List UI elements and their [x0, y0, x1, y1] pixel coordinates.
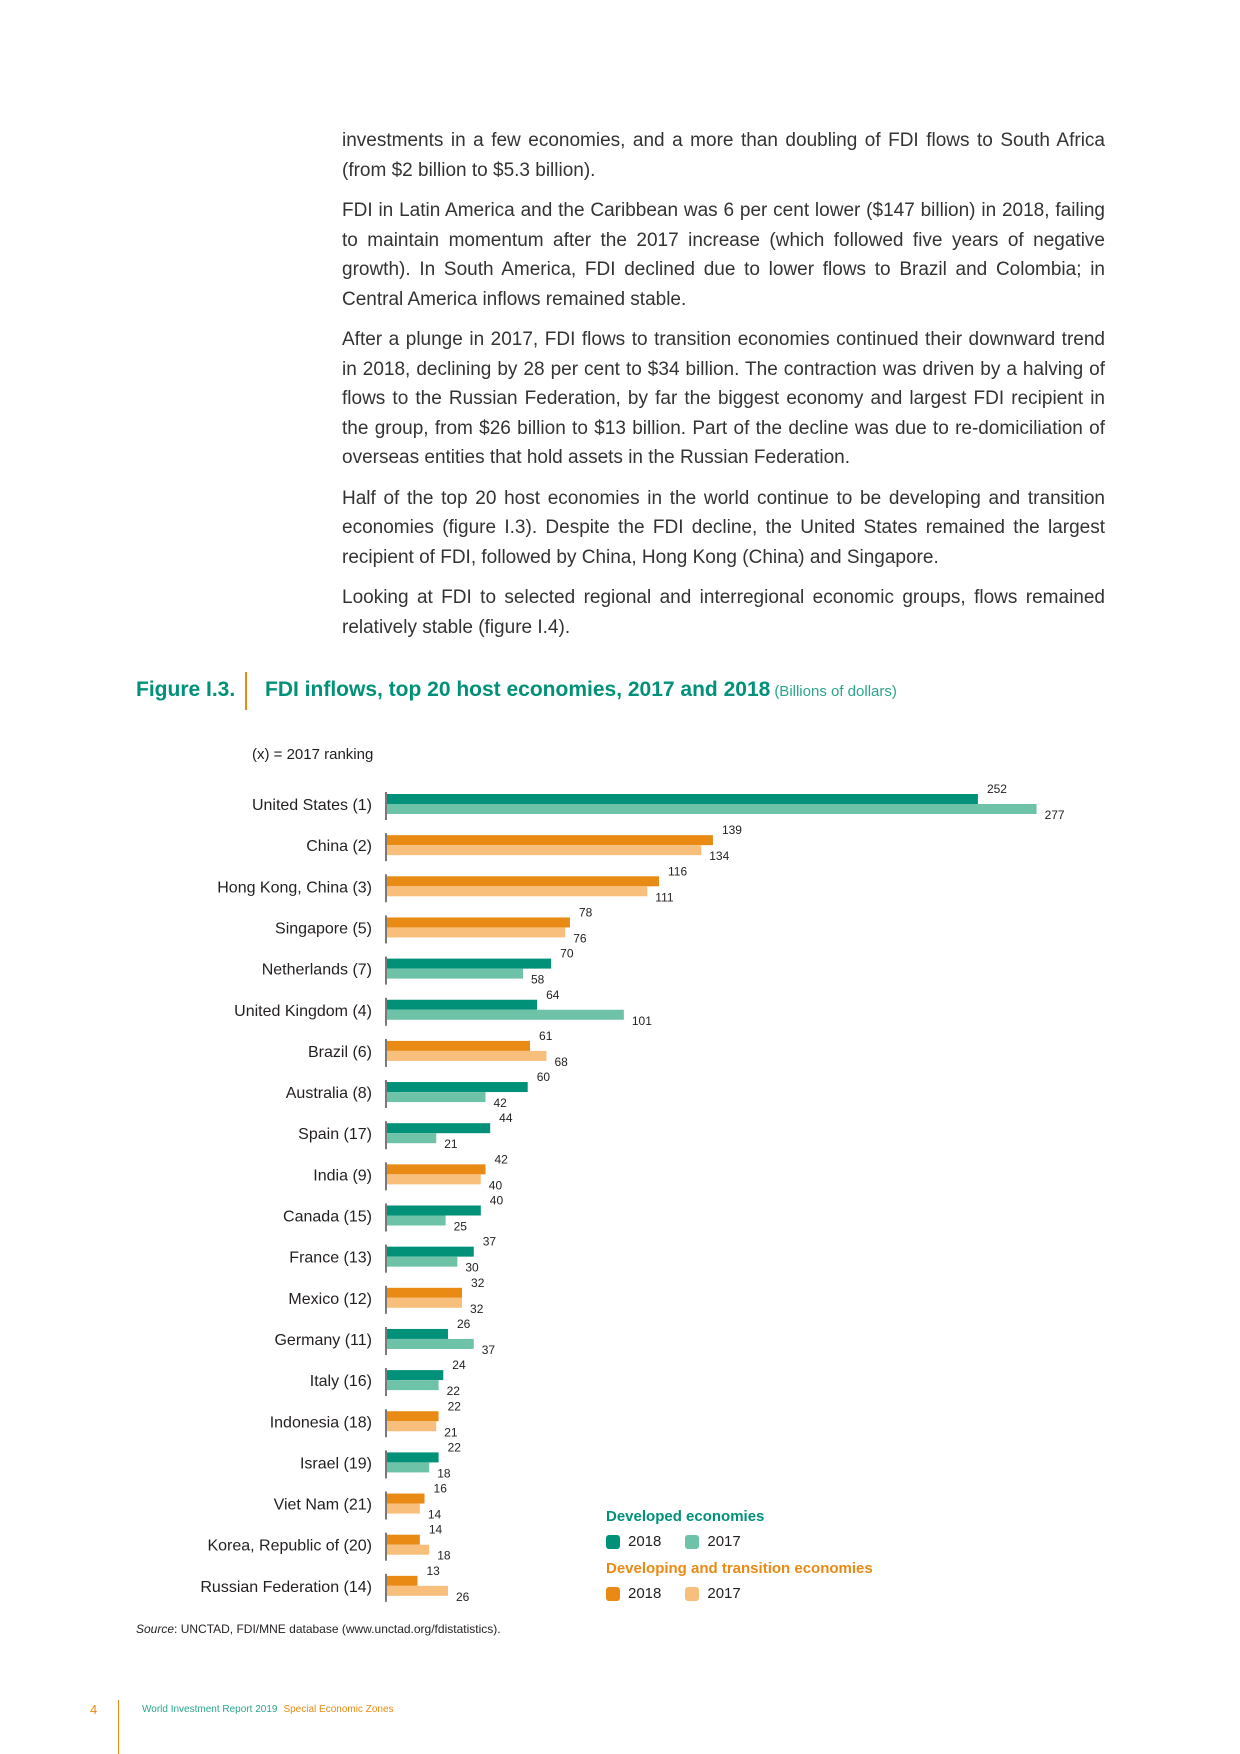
value-label-2017: 14 — [427, 1507, 442, 1522]
value-label-2018: 116 — [668, 864, 688, 879]
category-label: Russian Federation (14) — [200, 1578, 372, 1596]
bar-2017 — [387, 1421, 436, 1431]
chart-legend — [606, 1508, 906, 1612]
legend-swatch — [606, 1587, 620, 1601]
bar-2018 — [387, 1082, 528, 1092]
page-number: 4 — [90, 1702, 98, 1717]
value-label-2018: 22 — [447, 1399, 461, 1414]
bar-2018 — [387, 1000, 537, 1010]
value-label-2018: 22 — [447, 1440, 461, 1455]
category-label: United Kingdom (4) — [234, 1002, 372, 1020]
bar-2017 — [387, 1504, 420, 1514]
value-label-2017: 58 — [531, 972, 545, 987]
value-label-2017: 25 — [453, 1219, 467, 1234]
bar-2018 — [387, 1123, 490, 1133]
bar-2018 — [387, 1164, 485, 1174]
value-label-2017: 134 — [709, 849, 730, 864]
source-label: Source — [136, 1622, 175, 1636]
footer-title — [142, 1704, 394, 1715]
category-label: Germany (11) — [274, 1331, 372, 1349]
legend-swatch — [685, 1587, 699, 1601]
legend-swatch — [606, 1535, 620, 1549]
bar-2017 — [387, 1051, 546, 1061]
legend-item-developed-2018 — [606, 1533, 661, 1550]
category-label: Korea, Republic of (20) — [207, 1537, 372, 1555]
bar-2017 — [387, 845, 701, 855]
category-label: Netherlands (7) — [261, 961, 372, 979]
paragraph: FDI in Latin America and the Caribbean was 6 per cent lower ($147 billion) in 2018, failing to maintain momentum after the 2017 increase (which followed five years of negative growth). In South America, FDI declined due to lower flows to Brazil and Colombia; in Central America inflows remained stable. — [342, 200, 1105, 310]
category-label: Canada (15) — [283, 1208, 372, 1226]
category-label: France (13) — [289, 1249, 372, 1267]
source-text: : UNCTAD, FDI/MNE database (www.unctad.org/fdistatistics). — [174, 1622, 501, 1636]
bar-2017 — [387, 1257, 457, 1267]
category-label: Indonesia (18) — [269, 1414, 372, 1432]
figure-title-text: FDI inflows, top 20 host economies, 2017 and 2018 — [265, 678, 771, 701]
category-label: Singapore (5) — [275, 920, 372, 938]
paragraph: investments in a few economies, and a more than doubling of FDI flows to South Africa (from $2 billion to $5.3 billion). — [342, 130, 1105, 181]
value-label-2018: 60 — [536, 1070, 551, 1085]
value-label-2018: 14 — [428, 1522, 443, 1537]
legend-item-developed-2017 — [685, 1533, 740, 1550]
bar-2017 — [387, 1586, 448, 1596]
value-label-2017: 22 — [446, 1384, 460, 1399]
value-label-2018: 16 — [433, 1481, 447, 1496]
bar-2018 — [387, 1329, 448, 1339]
bar-2018 — [387, 794, 978, 804]
value-label-2018: 37 — [482, 1234, 497, 1249]
value-label-2018: 139 — [721, 823, 742, 838]
bar-2017 — [387, 927, 565, 937]
value-label-2017: 76 — [573, 931, 587, 946]
value-label-2017: 68 — [554, 1054, 568, 1069]
category-label: China (2) — [306, 838, 372, 856]
bar-2017 — [387, 886, 647, 896]
legend-year: 2018 — [628, 1585, 662, 1602]
category-label: Brazil (6) — [307, 1043, 372, 1061]
bar-2018 — [387, 1206, 481, 1216]
bar-2017 — [387, 1092, 485, 1102]
value-label-2017: 101 — [631, 1013, 652, 1028]
value-label-2018: 252 — [986, 782, 1007, 796]
bar-2018 — [387, 1411, 439, 1421]
bar-2018 — [387, 1576, 417, 1586]
bar-2018 — [387, 1247, 474, 1257]
value-label-2017: 30 — [465, 1260, 479, 1275]
legend-item-developing-2018 — [606, 1585, 661, 1602]
category-label: Australia (8) — [285, 1085, 372, 1103]
category-label: India (9) — [313, 1167, 372, 1185]
legend-developing-title: Developing and transition economies — [606, 1560, 873, 1577]
value-label-2017: 32 — [470, 1301, 484, 1316]
value-label-2017: 26 — [455, 1589, 470, 1604]
category-label: Viet Nam (21) — [273, 1496, 372, 1514]
legend-item-developing-2017 — [685, 1585, 740, 1602]
bar-2018 — [387, 959, 551, 969]
value-label-2017: 18 — [437, 1466, 451, 1481]
bar-2017 — [387, 804, 1037, 814]
legend-developed-row — [606, 1533, 906, 1550]
category-label: Mexico (12) — [288, 1290, 372, 1308]
legend-year: 2018 — [628, 1533, 662, 1550]
bar-2018 — [387, 1288, 462, 1298]
bar-2017 — [387, 1174, 481, 1184]
category-label: United States (1) — [251, 797, 372, 814]
paragraph: After a plunge in 2017, FDI flows to transition economies continued their downward trend in 2018, declining by 28 per cent to $34 billion. The contraction was driven by a halving of flows to the Russian Federation, by far the biggest economy and largest FDI recipient in the group, from $26 billion to $13 billion. Part of the decline was due to re-domiciliation of overseas entities that hold assets in the Russian Federation. — [342, 329, 1105, 468]
bar-2017 — [387, 1339, 474, 1349]
value-label-2017: 111 — [655, 890, 674, 905]
bar-2017 — [387, 1010, 624, 1020]
category-label: Italy (16) — [309, 1373, 372, 1391]
value-label-2017: 18 — [437, 1548, 451, 1563]
value-label-2018: 64 — [546, 987, 560, 1002]
figure-source — [136, 1622, 501, 1636]
bar-2018 — [387, 1041, 530, 1051]
legend-year: 2017 — [707, 1585, 741, 1602]
value-label-2018: 13 — [426, 1563, 440, 1578]
footer-divider — [118, 1700, 119, 1754]
value-label-2017: 40 — [488, 1178, 503, 1193]
value-label-2017: 277 — [1044, 808, 1065, 822]
bar-2018 — [387, 1452, 439, 1462]
value-label-2018: 24 — [452, 1358, 466, 1373]
bar-2018 — [387, 1494, 425, 1504]
value-label-2018: 61 — [539, 1028, 553, 1043]
category-label: Spain (17) — [298, 1126, 372, 1144]
report-title: World Investment Report 2019 — [142, 1704, 278, 1715]
ranking-note: (x) = 2017 ranking — [252, 746, 374, 763]
value-label-2017: 37 — [481, 1342, 496, 1357]
legend-developing-row — [606, 1585, 906, 1602]
category-label: Israel (19) — [299, 1455, 372, 1473]
value-label-2018: 32 — [471, 1275, 485, 1290]
category-label: Hong Kong, China (3) — [217, 879, 372, 897]
figure-label: Figure I.3. — [136, 678, 236, 701]
bar-2018 — [387, 876, 659, 886]
value-label-2018: 44 — [499, 1111, 513, 1126]
bar-2017 — [387, 1545, 429, 1555]
legend-year: 2017 — [707, 1533, 741, 1550]
value-label-2017: 21 — [444, 1425, 458, 1440]
legend-developed-title: Developed economies — [606, 1508, 765, 1525]
bar-2018 — [387, 1370, 443, 1380]
value-label-2018: 78 — [578, 905, 593, 920]
bar-2017 — [387, 1133, 436, 1143]
value-label-2018: 42 — [494, 1152, 508, 1167]
value-label-2018: 40 — [489, 1193, 504, 1208]
bar-2017 — [387, 1216, 446, 1226]
legend-swatch — [685, 1535, 699, 1549]
value-label-2017: 42 — [493, 1096, 507, 1111]
bar-2018 — [387, 835, 713, 845]
bar-2018 — [387, 1535, 420, 1545]
figure-unit: (Billions of dollars) — [774, 683, 897, 700]
bar-2018 — [387, 917, 570, 927]
value-label-2018: 70 — [560, 946, 574, 961]
paragraph: Looking at FDI to selected regional and interregional economic groups, flows remained relatively stable (figure I.4). — [342, 587, 1105, 638]
bar-2017 — [387, 1380, 439, 1390]
bar-2017 — [387, 969, 523, 979]
bar-2017 — [387, 1298, 462, 1308]
report-subtitle: Special Economic Zones — [283, 1704, 394, 1715]
value-label-2018: 26 — [456, 1316, 471, 1331]
value-label-2017: 21 — [444, 1137, 458, 1152]
bar-2017 — [387, 1462, 429, 1472]
paragraph: Half of the top 20 host economies in the world continue to be developing and transition economies (figure I.3). Despite the FDI decline, the United States remained the largest recipient of FDI, followed by China, Hong Kong (China) and Singapore. — [342, 487, 1105, 568]
